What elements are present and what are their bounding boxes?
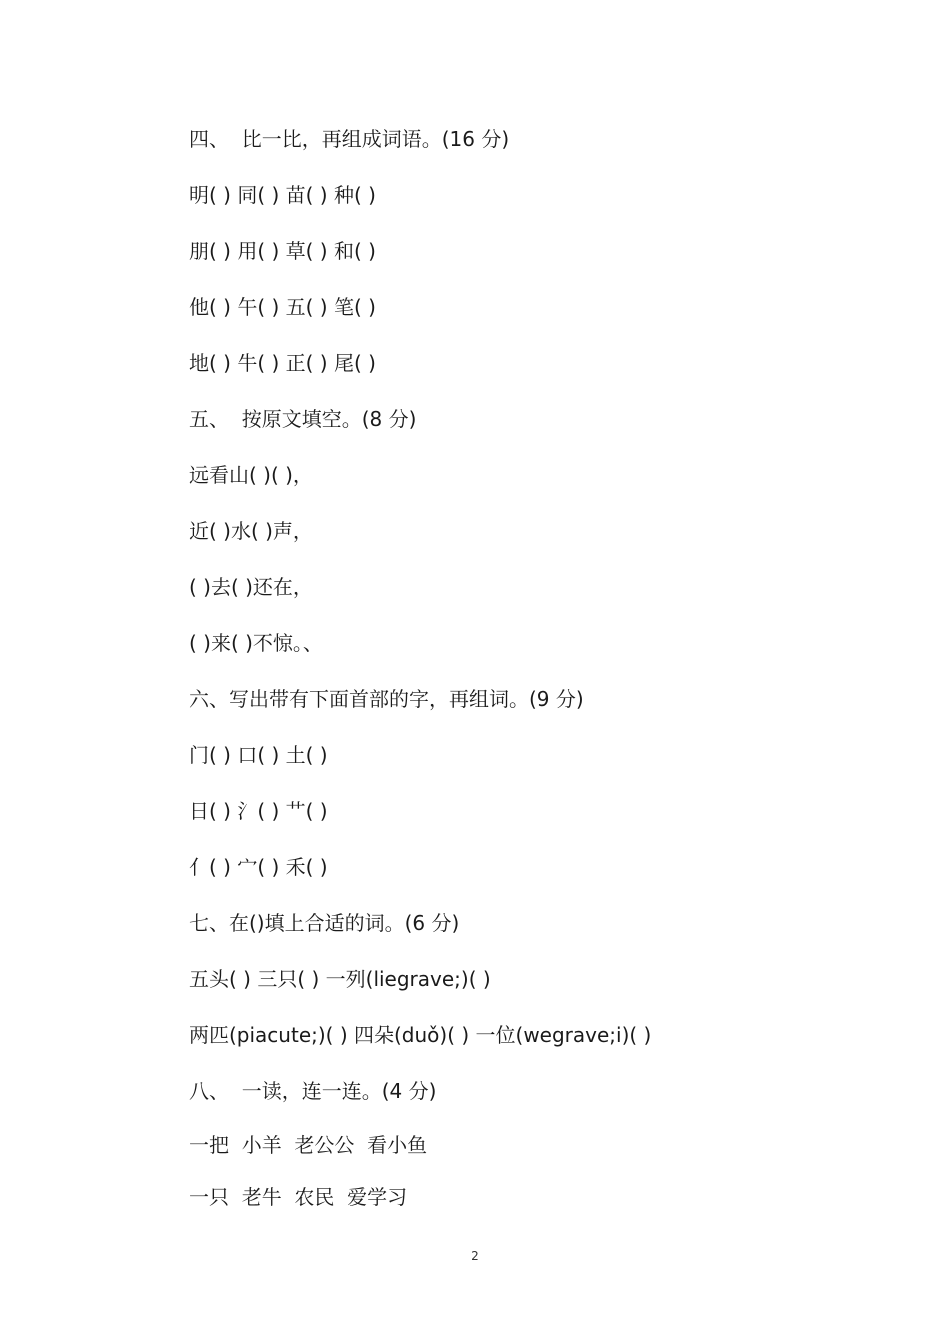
page-number: 2 bbox=[471, 1249, 479, 1263]
poem-line-4: ( )来( )不惊。、 bbox=[189, 631, 323, 655]
section-6-row-2: 日( ) 氵( ) 艹( ) bbox=[189, 799, 328, 823]
section-8-heading: 八、 一读，连一连。(4 分) bbox=[189, 1079, 437, 1103]
poem-line-3: ( )去( )还在， bbox=[189, 575, 313, 599]
section-4-row-3: 他( ) 午( ) 五( ) 笔( ) bbox=[189, 295, 376, 319]
section-6-row-1: 门( ) 口( ) 土( ) bbox=[189, 743, 328, 767]
section-8-row-2: 一只 老牛 农民 爱学习 bbox=[189, 1185, 408, 1209]
section-8-row-1: 一把 小羊 老公公 看小鱼 bbox=[189, 1133, 428, 1157]
poem-line-1: 远看山( )( )， bbox=[189, 463, 313, 487]
section-6-row-3: 亻( ) 宀( ) 禾( ) bbox=[189, 855, 328, 879]
section-7-heading: 七、在()填上合适的词。(6 分) bbox=[189, 911, 460, 935]
poem-line-2: 近( )水( )声， bbox=[189, 519, 313, 543]
section-4-heading: 四、 比一比，再组成词语。(16 分) bbox=[189, 127, 510, 151]
section-7-row-1: 五头( ) 三只( ) 一列(liegrave;)( ) bbox=[189, 967, 491, 991]
section-5-heading: 五、 按原文填空。(8 分) bbox=[189, 407, 417, 431]
section-6-heading: 六、写出带有下面首部的字，再组词。(9 分) bbox=[189, 687, 584, 711]
section-7-row-2: 两匹(piacute;)( ) 四朵(duǒ)( ) 一位(wegrave;i)( ) bbox=[189, 1023, 652, 1047]
section-4-row-1: 明( ) 同( ) 苗( ) 种( ) bbox=[189, 183, 376, 207]
section-4-row-4: 地( ) 牛( ) 正( ) 尾( ) bbox=[189, 351, 376, 375]
section-4-row-2: 朋( ) 用( ) 草( ) 和( ) bbox=[189, 239, 376, 263]
